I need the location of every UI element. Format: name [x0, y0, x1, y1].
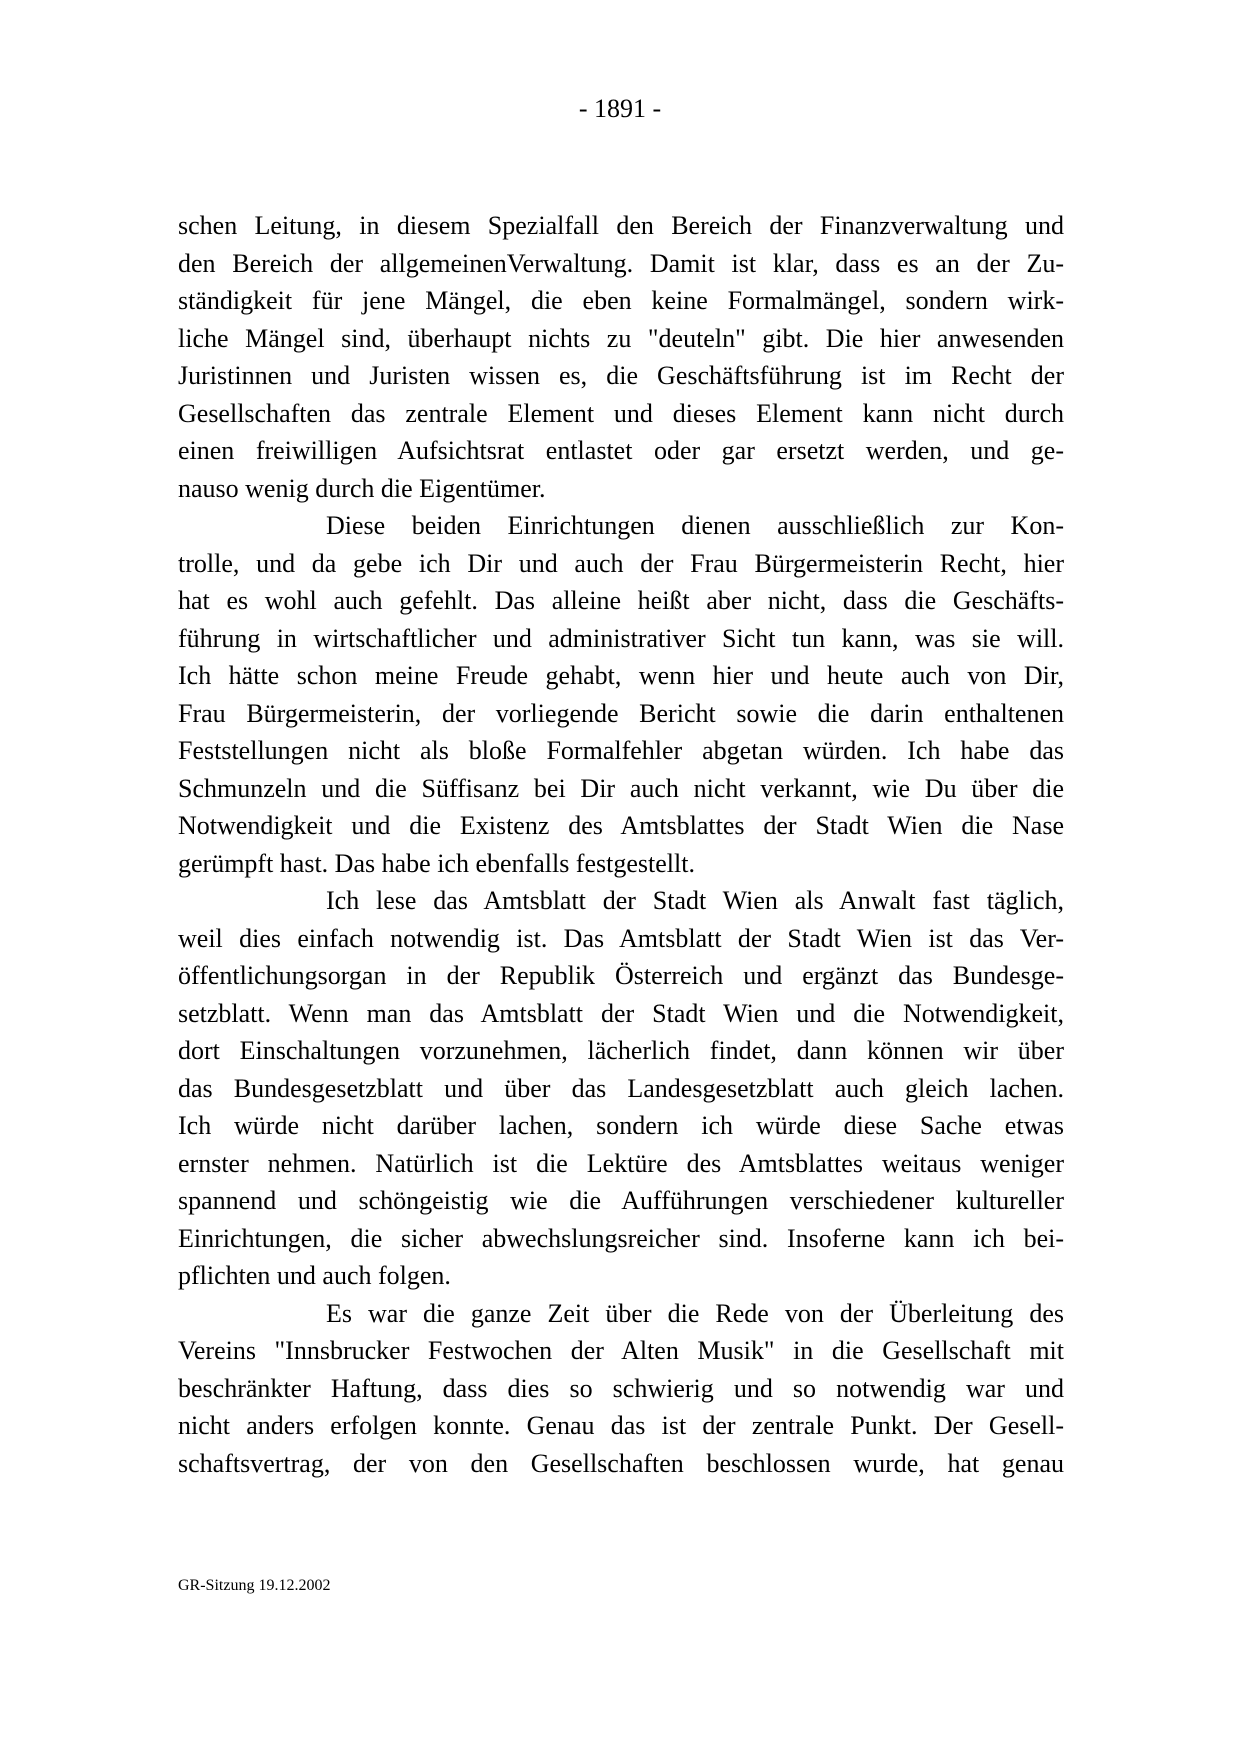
- page-number: - 1891 -: [578, 94, 662, 123]
- text-line: Frau Bürgermeisterin, der vorliegende Bericht sowie die darin enthaltenen: [178, 698, 1064, 728]
- text-line: hat es wohl auch gefehlt. Das alleine heißt aber nicht, dass die Geschäfts-: [178, 586, 1064, 615]
- text-line: gerümpft hast. Das habe ich ebenfalls festgestellt.: [178, 848, 695, 878]
- text-line: Vereins "Innsbrucker Festwochen der Alten Musik" in die Gesellschaft mit: [178, 1336, 1064, 1365]
- text-line: schaftsvertrag, der von den Gesellschaften beschlossen wurde, hat genau: [178, 1448, 1064, 1478]
- text-line: ernster nehmen. Natürlich ist die Lektüre des Amtsblattes weitaus weniger: [178, 1148, 1064, 1178]
- text-line: Feststellungen nicht als bloße Formalfehler abgetan würden. Ich habe das: [178, 736, 1064, 765]
- text-line: pflichten und auch folgen.: [178, 1261, 451, 1290]
- text-line: einen freiwilligen Aufsichtsrat entlastet oder gar ersetzt werden, und ge-: [178, 436, 1064, 465]
- text-line: das Bundesgesetzblatt und über das Landesgesetzblatt auch gleich lachen.: [178, 1073, 1064, 1103]
- text-line: ständigkeit für jene Mängel, die eben keine Formalmängel, sondern wirk-: [178, 286, 1064, 315]
- text-line: Gesellschaften das zentrale Element und dieses Element kann nicht durch: [178, 398, 1064, 428]
- body-text: [178, 207, 1064, 1482]
- text-line: setzblatt. Wenn man das Amtsblatt der Stadt Wien und die Notwendigkeit,: [178, 998, 1064, 1028]
- text-line: führung in wirtschaftlicher und administrativer Sicht tun kann, was sie will.: [178, 623, 1064, 653]
- text-line: Ich lese das Amtsblatt der Stadt Wien als Anwalt fast täglich,: [326, 886, 1064, 915]
- footer-session-label: GR-Sitzung 19.12.2002: [178, 1577, 331, 1594]
- text-line: nauso wenig durch die Eigentümer.: [178, 473, 546, 503]
- text-line: beschränkter Haftung, dass dies so schwierig und so notwendig war und: [178, 1373, 1064, 1403]
- text-line: öffentlichungsorgan in der Republik Österreich und ergänzt das Bundesge-: [178, 961, 1064, 990]
- text-line: nicht anders erfolgen konnte. Genau das ist der zentrale Punkt. Der Gesell-: [178, 1411, 1064, 1440]
- text-line: dort Einschaltungen vorzunehmen, lächerlich findet, dann können wir über: [178, 1036, 1064, 1065]
- text-line: Diese beiden Einrichtungen dienen ausschließlich zur Kon-: [326, 511, 1064, 540]
- text-line: Ich würde nicht darüber lachen, sondern ich würde diese Sache etwas: [178, 1111, 1064, 1140]
- text-line: Es war die ganze Zeit über die Rede von der Überleitung des: [326, 1298, 1064, 1328]
- text-line: Einrichtungen, die sicher abwechslungsreicher sind. Insoferne kann ich bei-: [178, 1223, 1064, 1253]
- text-line: liche Mängel sind, überhaupt nichts zu "deuteln" gibt. Die hier anwesenden: [178, 323, 1064, 353]
- text-line: spannend und schöngeistig wie die Aufführungen verschiedener kultureller: [178, 1186, 1064, 1215]
- text-line: Juristinnen und Juristen wissen es, die Geschäftsführung ist im Recht der: [178, 361, 1064, 390]
- text-line: Ich hätte schon meine Freude gehabt, wenn hier und heute auch von Dir,: [178, 661, 1064, 690]
- text-line: den Bereich der allgemeinenVerwaltung. Damit ist klar, dass es an der Zu-: [178, 248, 1064, 278]
- text-line: trolle, und da gebe ich Dir und auch der Frau Bürgermeisterin Recht, hier: [178, 548, 1064, 578]
- text-line: weil dies einfach notwendig ist. Das Amtsblatt der Stadt Wien ist das Ver-: [178, 923, 1064, 953]
- text-line: Notwendigkeit und die Existenz des Amtsblattes der Stadt Wien die Nase: [178, 811, 1064, 840]
- text-line: Schmunzeln und die Süffisanz bei Dir auch nicht verkannt, wie Du über die: [178, 773, 1064, 803]
- text-line: schen Leitung, in diesem Spezialfall den Bereich der Finanzverwaltung und: [178, 211, 1064, 240]
